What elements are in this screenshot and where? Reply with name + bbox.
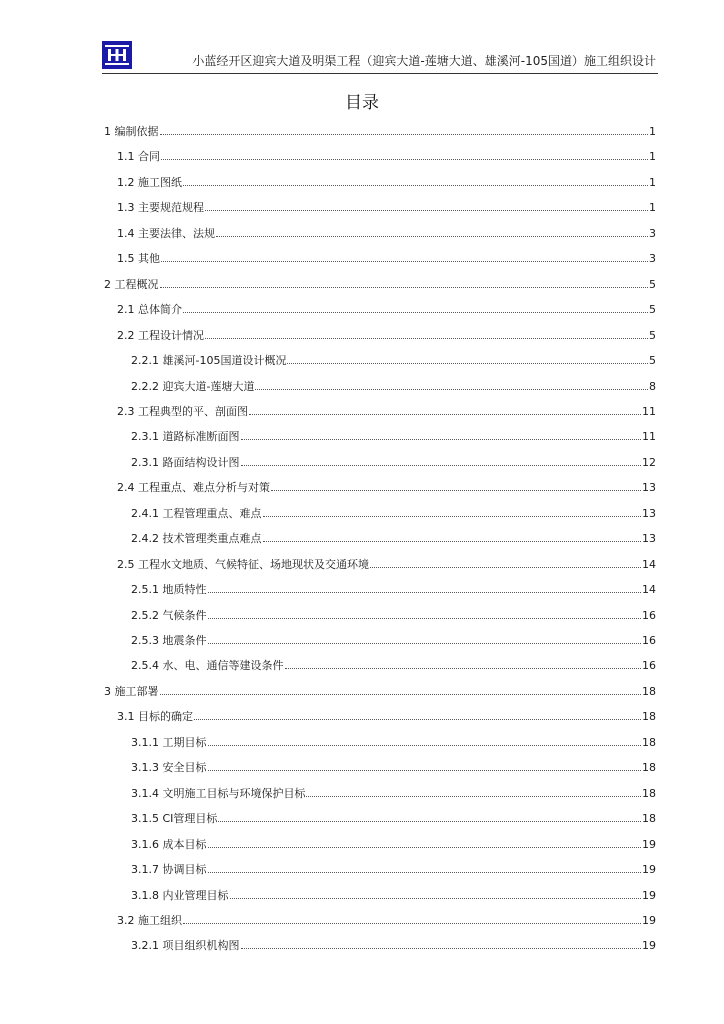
toc-entry-label: 3.1.3 安全目标 xyxy=(131,761,207,775)
toc-dot-leader xyxy=(208,745,642,746)
toc-dot-leader xyxy=(160,287,649,288)
toc-entry[interactable] xyxy=(117,481,656,495)
document-header-title: 小蓝经开区迎宾大道及明渠工程（迎宾大道-莲塘大道、雄溪河-105国道）施工组织设计 xyxy=(192,54,656,68)
toc-entry-page-number: 19 xyxy=(642,888,656,902)
toc-entry-page-number: 18 xyxy=(642,786,656,800)
toc-entry-label: 1.2 施工图纸 xyxy=(117,175,182,189)
toc-entry-label: 1.5 其他 xyxy=(117,252,160,266)
toc-entry-page-number: 18 xyxy=(642,735,656,749)
toc-entry-page-number: 19 xyxy=(642,939,656,953)
toc-entry-page-number: 11 xyxy=(642,404,656,418)
toc-entry[interactable] xyxy=(131,380,656,394)
toc-dot-leader xyxy=(208,618,642,619)
toc-entry-page-number: 14 xyxy=(642,557,656,571)
toc-entry-page-number: 5 xyxy=(649,354,656,368)
toc-dot-leader xyxy=(161,261,648,262)
toc-dot-leader xyxy=(205,210,648,211)
toc-entry[interactable] xyxy=(117,176,656,190)
toc-dot-leader xyxy=(208,643,642,644)
toc-entry[interactable] xyxy=(131,812,656,826)
toc-entry-label: 3.1.4 文明施工目标与环境保护目标 xyxy=(131,786,306,800)
toc-entry[interactable] xyxy=(117,303,656,317)
toc-dot-leader xyxy=(160,694,642,695)
toc-entry-page-number: 18 xyxy=(642,684,656,698)
toc-entry-label: 3.1.7 协调目标 xyxy=(131,863,207,877)
toc-entry-label: 2.4.1 工程管理重点、难点 xyxy=(131,506,262,520)
toc-entry-page-number: 13 xyxy=(642,532,656,546)
toc-entry-label: 2.5.4 水、电、通信等建设条件 xyxy=(131,659,284,673)
toc-entry[interactable] xyxy=(117,329,656,343)
toc-entry-page-number: 16 xyxy=(642,659,656,673)
toc-dot-leader xyxy=(208,847,642,848)
toc-entry-page-number: 13 xyxy=(642,481,656,495)
toc-dot-leader xyxy=(183,312,648,313)
toc-entry[interactable] xyxy=(131,939,656,953)
toc-entry-label: 3.1.6 成本目标 xyxy=(131,837,207,851)
toc-entry-page-number: 11 xyxy=(642,430,656,444)
toc-entry[interactable] xyxy=(131,583,656,597)
toc-entry[interactable] xyxy=(131,761,656,775)
toc-entry[interactable] xyxy=(117,405,656,419)
toc-entry[interactable] xyxy=(131,838,656,852)
toc-entry-label: 1.4 主要法律、法规 xyxy=(117,226,215,240)
toc-entry[interactable] xyxy=(131,634,656,648)
toc-dot-leader xyxy=(161,159,648,160)
toc-entry-label: 2.5 工程水文地质、气候特征、场地现状及交通环境 xyxy=(117,557,369,571)
toc-entry-label: 2.4 工程重点、难点分析与对策 xyxy=(117,481,270,495)
toc-entry-page-number: 1 xyxy=(649,150,656,164)
toc-entry[interactable] xyxy=(117,710,656,724)
toc-entry-page-number: 5 xyxy=(649,277,656,291)
toc-dot-leader xyxy=(160,134,649,135)
toc-entry-page-number: 13 xyxy=(642,506,656,520)
toc-dot-leader xyxy=(230,898,642,899)
toc-dot-leader xyxy=(241,465,642,466)
toc-entry-label: 2.4.2 技术管理类重点难点 xyxy=(131,532,262,546)
toc-dot-leader xyxy=(183,185,648,186)
toc-entry[interactable] xyxy=(117,914,656,928)
toc-entry[interactable] xyxy=(131,659,656,673)
toc-dot-leader xyxy=(287,363,648,364)
toc-entry[interactable] xyxy=(131,354,656,368)
toc-entry-page-number: 19 xyxy=(642,837,656,851)
toc-heading: 目录 xyxy=(345,93,379,113)
toc-entry-page-number: 3 xyxy=(649,226,656,240)
toc-dot-leader xyxy=(208,592,642,593)
toc-entry[interactable] xyxy=(117,201,656,215)
toc-entry-label: 3 施工部署 xyxy=(104,684,159,698)
toc-dot-leader xyxy=(208,770,642,771)
toc-dot-leader xyxy=(205,338,648,339)
toc-entry[interactable] xyxy=(131,736,656,750)
toc-entry-label: 3.1.1 工期目标 xyxy=(131,735,207,749)
toc-entry-page-number: 19 xyxy=(642,863,656,877)
page-header xyxy=(0,0,724,80)
toc-entry-page-number: 1 xyxy=(649,125,656,138)
toc-entry-label: 1.3 主要规范规程 xyxy=(117,201,204,215)
toc-entry-label: 2 工程概况 xyxy=(104,277,159,291)
toc-entry-page-number: 14 xyxy=(642,583,656,597)
toc-dot-leader xyxy=(249,414,641,415)
toc-dot-leader xyxy=(255,389,648,390)
toc-entry[interactable] xyxy=(117,558,656,572)
toc-entry[interactable] xyxy=(104,125,656,139)
toc-entry-label: 2.2.2 迎宾大道-莲塘大道 xyxy=(131,379,255,393)
toc-entry-page-number: 16 xyxy=(642,608,656,622)
toc-entry-page-number: 18 xyxy=(642,761,656,775)
toc-entry-label: 1 编制依据 xyxy=(104,125,159,138)
toc-entry[interactable] xyxy=(131,430,656,444)
toc-dot-leader xyxy=(216,236,648,237)
toc-entry[interactable] xyxy=(117,150,656,164)
toc-entry[interactable] xyxy=(104,278,656,292)
toc-entry-label: 3.2 施工组织 xyxy=(117,913,182,927)
toc-entry-page-number: 12 xyxy=(642,455,656,469)
header-divider xyxy=(102,73,658,74)
toc-entry[interactable] xyxy=(117,227,656,241)
toc-entry-label: 3.1.8 内业管理目标 xyxy=(131,888,229,902)
toc-dot-leader xyxy=(218,821,641,822)
toc-entry[interactable] xyxy=(131,507,656,521)
toc-entry[interactable] xyxy=(131,532,656,546)
toc-entry-label: 3.1 目标的确定 xyxy=(117,710,193,724)
toc-entry[interactable] xyxy=(131,609,656,623)
toc-entry[interactable] xyxy=(131,787,656,801)
toc-entry-label: 2.3 工程典型的平、剖面图 xyxy=(117,404,248,418)
toc-dot-leader xyxy=(285,668,642,669)
toc-dot-leader xyxy=(370,567,641,568)
toc-entry-label: 2.3.1 路面结构设计图 xyxy=(131,455,240,469)
toc-entry-label: 1.1 合同 xyxy=(117,150,160,164)
toc-entry-label: 2.2 工程设计情况 xyxy=(117,328,204,342)
toc-entry[interactable] xyxy=(131,863,656,877)
toc-dot-leader xyxy=(194,719,641,720)
toc-entry-page-number: 5 xyxy=(649,328,656,342)
toc-entry-label: 3.2.1 项目组织机构图 xyxy=(131,939,240,953)
toc-entry-label: 2.5.3 地震条件 xyxy=(131,634,207,647)
toc-entry[interactable] xyxy=(104,685,656,699)
toc-dot-leader xyxy=(263,516,642,517)
toc-entry-page-number: 18 xyxy=(642,710,656,724)
toc-entry[interactable] xyxy=(117,252,656,266)
toc-entry[interactable] xyxy=(131,456,656,470)
toc-entry-page-number: 5 xyxy=(649,303,656,317)
toc-dot-leader xyxy=(263,541,642,542)
toc-dot-leader xyxy=(241,439,642,440)
toc-dot-leader xyxy=(183,923,641,924)
company-logo-icon xyxy=(102,41,132,69)
toc-entry-label: 2.2.1 雄溪河-105国道设计概况 xyxy=(131,354,287,368)
toc-entry-page-number: 16 xyxy=(642,634,656,647)
toc-entry[interactable] xyxy=(131,889,656,903)
toc-dot-leader xyxy=(208,872,642,873)
toc-entry-page-number: 3 xyxy=(649,252,656,266)
toc-dot-leader xyxy=(306,796,641,797)
toc-entry-label: 2.3.1 道路标准断面图 xyxy=(131,430,240,444)
toc-entry-page-number: 19 xyxy=(642,913,656,927)
toc-entry-label: 2.5.2 气候条件 xyxy=(131,608,207,622)
toc-entry-label: 3.1.5 CI管理目标 xyxy=(131,812,218,826)
toc-entry-page-number: 8 xyxy=(649,379,656,393)
toc-dot-leader xyxy=(241,948,642,949)
toc-entry-label: 2.1 总体简介 xyxy=(117,303,182,317)
toc-entry-page-number: 1 xyxy=(649,175,656,189)
toc-dot-leader xyxy=(271,490,641,491)
toc-entry-label: 2.5.1 地质特性 xyxy=(131,583,207,597)
toc-entry-page-number: 1 xyxy=(649,201,656,215)
toc-entry-page-number: 18 xyxy=(642,812,656,826)
